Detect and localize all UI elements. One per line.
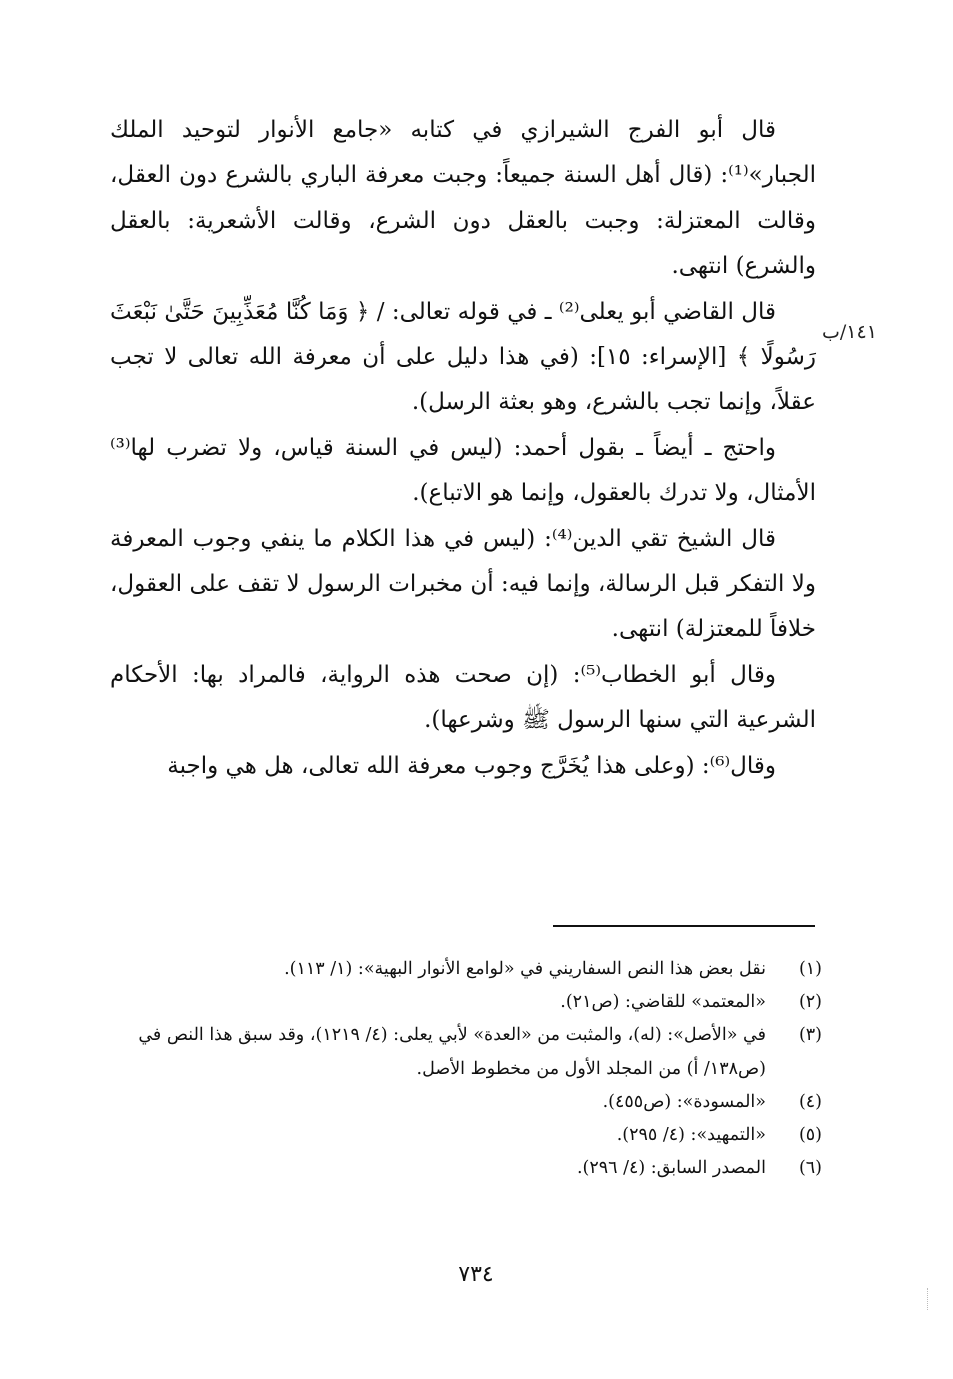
footnote-5: [110, 1119, 822, 1152]
footnote-text: «التمهيد»: (٤/ ٢٩٥).: [616, 1125, 766, 1146]
footnote-number: (٦): [798, 1158, 822, 1179]
footnote-number: (١): [798, 959, 822, 979]
page-number: ٧٣٤: [458, 1262, 494, 1287]
footnotes: [110, 953, 822, 1185]
main-text: [110, 108, 816, 789]
footnote-text: «المعتمد» للقاضي: (ص٢١).: [560, 992, 766, 1013]
footnote-separator: [553, 925, 815, 927]
footnote-text: نقل بعض هذا النص السفاريني في «لوامع الأنوار البهية»: (١/ ١١٣).: [284, 959, 766, 979]
footnote-text: في «الأصل»: (له)، والمثبت من «العدة» لأبي يعلى: (٤/ ١٢١٩)، وقد سبق هذا النص في (ص١٣٨/ أ) من المجلد الأول من مخطوط الأصل.: [138, 1025, 766, 1079]
manuscript-folio-marker: ١٤١/ب: [822, 321, 877, 343]
paragraph-shirazi: قال أبو الفرج الشيرازي في كتابه «جامع الأنوار لتوحيد الملك الجبار»⁽¹⁾: (قال أهل السنة جميعاً: وجبت معرفة الباري بالشرع دون العقل، وقالت المعتزلة: وجبت بالعقل دون الشرع، وقالت الأشعرية: بالعقل والشرع) انتهى.: [110, 117, 816, 280]
paragraph-ahmad: واحتج ـ أيضاً ـ بقول أحمد: (ليس في السنة قياس، ولا تضرب لها⁽³⁾ الأمثال، ولا تدرك بالعقول، وإنما هو الاتباع).: [110, 434, 816, 507]
footnote-4: [110, 1086, 822, 1119]
footnote-number: (٤): [798, 1091, 822, 1112]
footnote-number: (٢): [798, 992, 822, 1013]
scan-edge-mark: [927, 1288, 932, 1310]
footnote-number: (٣): [798, 1025, 822, 1046]
paragraph-abu-al-khattab: وقال أبو الخطاب⁽⁵⁾: (إن صحت هذه الرواية، فالمراد بها: الأحكام الشرعية التي سنها الرسول ﷺ وشرعها).: [110, 661, 816, 734]
paragraph-taqi-al-din: قال الشيخ تقي الدين⁽⁴⁾: (ليس في هذا الكلام ما ينفي وجوب المعرفة ولا التفكر قبل الرسالة، وإنما فيه: أن مخبرات الرسول لا تقف على العقول، خلافاً للمعتزلة) انتهى.: [110, 525, 816, 643]
footnote-1: [110, 953, 822, 986]
paragraph-abu-yala: قال القاضي أبو يعلى⁽²⁾ ـ في قوله تعالى: / ﴿ وَمَا كُنَّا مُعَذِّبِينَ حَتَّىٰ نَبْعَثَ رَسُولًا ﴾ [الإسراء: ١٥]: (في هذا دليل على أن معرفة الله تعالى لا تجب عقلاً، وإنما تجب بالشرع، وهو بعثة الرسل).: [110, 298, 816, 416]
footnote-3: [110, 1019, 822, 1085]
footnote-number: (٥): [798, 1125, 822, 1146]
footnote-2: [110, 986, 822, 1019]
footnote-text: المصدر السابق: (٤/ ٢٩٦).: [576, 1158, 766, 1179]
footnote-text: «المسودة»: (ص٤٥٥).: [602, 1091, 766, 1112]
footnote-6: [110, 1152, 822, 1185]
paragraph-continuation: وقال⁽⁶⁾: (وعلى هذا يُخَرَّج وجوب معرفة الله تعالى، هل هي واجبة: [167, 752, 776, 779]
